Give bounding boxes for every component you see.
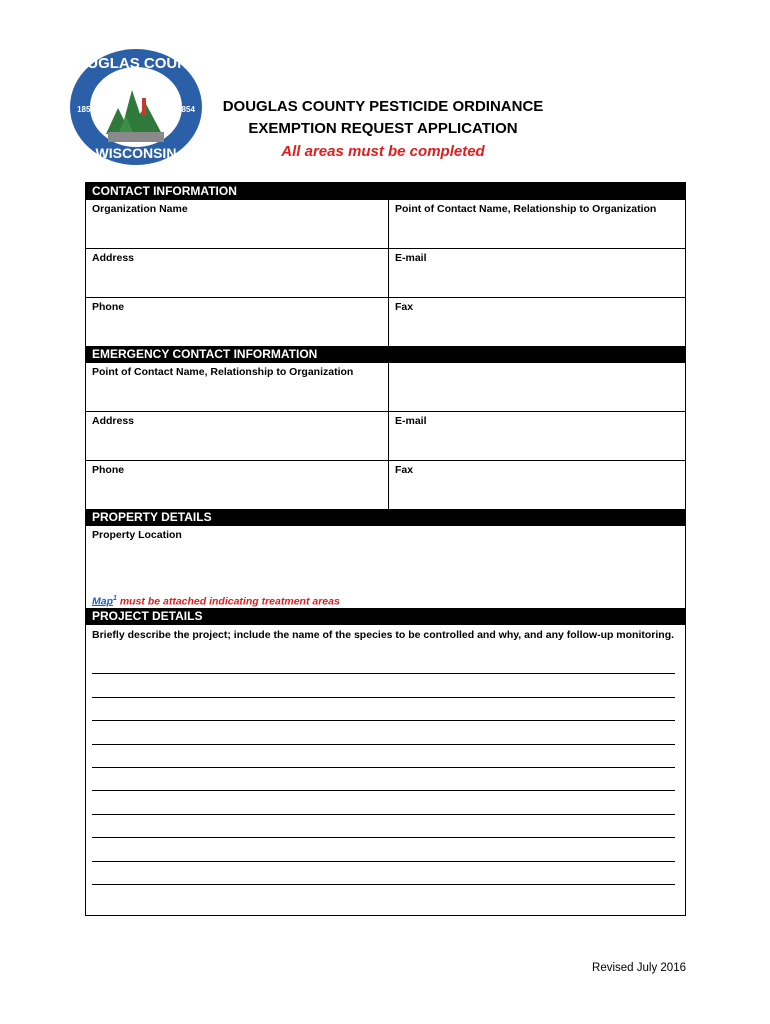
- writing-line[interactable]: [92, 702, 679, 725]
- emergency-section-heading: EMERGENCY CONTACT INFORMATION: [86, 346, 685, 363]
- project-prompt: Briefly describe the project; include the name of the species to be controlled and why, and any follow-up monitoring.: [92, 629, 675, 641]
- emergency-email-label: E-mail: [395, 415, 427, 427]
- poc-label: Point of Contact Name, Relationship to Organization: [395, 203, 657, 215]
- address-label: Address: [92, 252, 135, 264]
- project-section-heading: PROJECT DETAILS: [86, 608, 685, 625]
- org-name-field[interactable]: [86, 200, 389, 248]
- writing-line[interactable]: [92, 655, 679, 678]
- phone-label: Phone: [92, 301, 125, 313]
- writing-line[interactable]: [92, 795, 679, 818]
- emergency-email-field[interactable]: [389, 412, 685, 460]
- emergency-fax-field[interactable]: [389, 461, 685, 509]
- emergency-poc-extra-field[interactable]: [389, 363, 685, 411]
- map-note: [92, 595, 340, 608]
- svg-text:WISCONSIN: WISCONSIN: [95, 145, 177, 161]
- fax-label: Fax: [395, 301, 414, 313]
- emergency-address-label: Address: [92, 415, 135, 427]
- org-name-label: Organization Name: [92, 203, 188, 215]
- form-subtitle: All areas must be completed: [281, 143, 485, 160]
- svg-text:1854: 1854: [77, 105, 95, 114]
- emergency-address-field[interactable]: [86, 412, 389, 460]
- property-location-field[interactable]: [86, 526, 685, 608]
- writing-line[interactable]: [92, 842, 679, 865]
- emergency-phone-field[interactable]: [86, 461, 389, 509]
- property-section-heading: PROPERTY DETAILS: [86, 509, 685, 526]
- form-title-line1: DOUGLAS COUNTY PESTICIDE ORDINANCE: [222, 98, 544, 115]
- writing-line[interactable]: [92, 772, 679, 795]
- email-field[interactable]: [389, 249, 685, 297]
- writing-line[interactable]: [92, 678, 679, 701]
- address-field[interactable]: [86, 249, 389, 297]
- project-details-field[interactable]: [86, 625, 685, 915]
- emergency-poc-label: Point of Contact Name, Relationship to Organization: [92, 366, 354, 378]
- map-note-text: must be attached indicating treatment areas: [116, 595, 340, 607]
- poc-field[interactable]: [389, 200, 685, 248]
- fax-field[interactable]: [389, 298, 685, 346]
- contact-section-heading: CONTACT INFORMATION: [86, 183, 685, 200]
- writing-line[interactable]: [92, 749, 679, 772]
- form-title-line2: EXEMPTION REQUEST APPLICATION: [248, 120, 518, 137]
- svg-text:1854: 1854: [177, 105, 195, 114]
- email-label: E-mail: [395, 252, 427, 264]
- emergency-phone-label: Phone: [92, 464, 125, 476]
- writing-line[interactable]: [92, 866, 679, 889]
- writing-line[interactable]: [92, 819, 679, 842]
- writing-lines[interactable]: [92, 655, 679, 889]
- map-link[interactable]: Map: [92, 595, 113, 607]
- emergency-poc-field[interactable]: [86, 363, 389, 411]
- phone-field[interactable]: [86, 298, 389, 346]
- application-form: [85, 182, 686, 916]
- property-location-label: Property Location: [92, 529, 182, 541]
- svg-text:DOUGLAS COUNTY: DOUGLAS COUNTY: [66, 55, 206, 72]
- revision-date: Revised July 2016: [592, 962, 686, 974]
- form-header: [178, 96, 588, 164]
- emergency-fax-label: Fax: [395, 464, 414, 476]
- map-footnote-marker: 1: [113, 594, 117, 602]
- writing-line[interactable]: [92, 725, 679, 748]
